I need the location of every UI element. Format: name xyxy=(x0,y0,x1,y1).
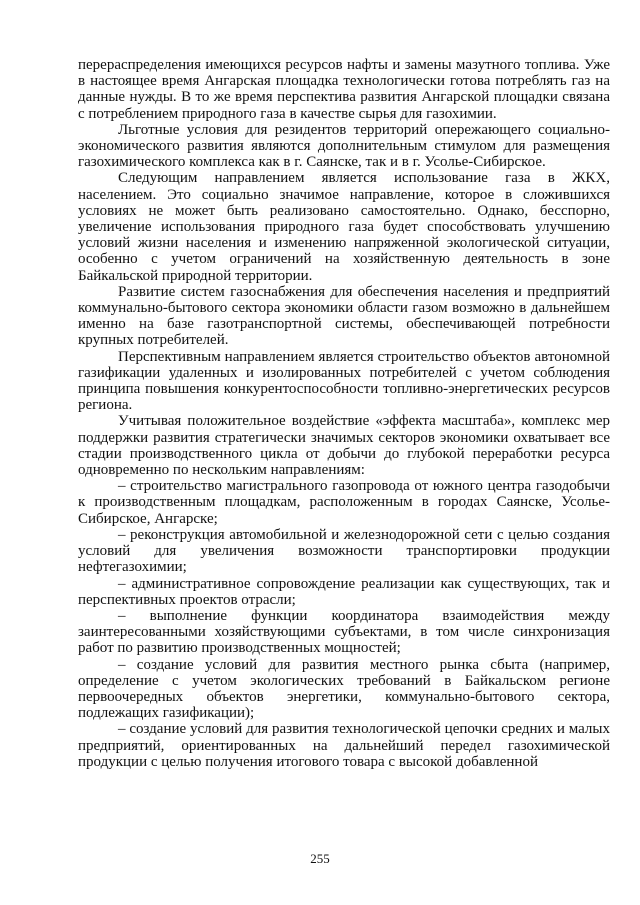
body-text xyxy=(78,57,610,770)
page-number: 255 xyxy=(310,851,330,866)
paragraph-4: Развитие систем газоснабжения для обеспечения населения и предприятий коммунально-бытового сектора экономики области газом возможно в дальнейшем именно на базе газотранспортной системы, обеспечивающей потребности крупных потребителей. xyxy=(78,283,610,349)
list-item-4: – выполнение функции координатора взаимодействия между заинтересованными хозяйствующими субъектами, в том числе синхронизация работ по развитию производственных мощностей; xyxy=(78,607,610,657)
paragraph-5: Перспективным направлением является строительство объектов автономной газификации удаленных и изолированных потребителей с учетом соблюдения принципа повышения конкурентоспособности топливно-энергетических ресурсов региона. xyxy=(78,348,610,414)
paragraph-6: Учитывая положительное воздействие «эффекта масштаба», комплекс мер поддержки развития стратегически значимых секторов экономики охватывает все стадии производственного цикла от добычи до глубокой переработки ресурса одновременно по нескольким направлениям: xyxy=(78,413,610,479)
paragraph-1: перераспределения имеющихся ресурсов нафты и замены мазутного топлива. Уже в настоящее время Ангарская площадка технологически готова потреблять газ на данные нужды. В то же время перспектива развития Ангарской площадки связана с потреблением природного газа в качестве сырья для газохимии. xyxy=(78,57,610,122)
list-item-6: – создание условий для развития технологической цепочки средних и малых предприятий, ориентированных на дальнейший передел газохимической продукции с целью получения итогового товара с высокой добавленной xyxy=(78,721,610,770)
list-item-1: – строительство магистрального газопровода от южного центра газодобычи к производственным площадкам, расположенным в городах Саянске, Усолье-Сибирское, Ангарске; xyxy=(78,478,610,527)
paragraph-2: Льготные условия для резидентов территорий опережающего социально-экономического развития являются дополнительным стимулом для размещения газохимического комплекса как в г. Саянске, так и в г. Усолье-Сибирское. xyxy=(78,121,610,171)
list-item-3: – административное сопровождение реализации как существующих, так и перспективных проектов отрасли; xyxy=(78,575,610,608)
paragraph-3: Следующим направлением является использование газа в ЖКХ, населением. Это социально значимое направление, которое в сложившихся условиях не может быть реализовано самостоятельно. Однако, бесспорно, увеличение использования природного газа будет способствовать улучшению условий жизни населения и изменению напряженной экологической ситуации, особенно с учетом ограничений на хозяйственную деятельность в зоне Байкальской природной территории. xyxy=(78,170,610,284)
list-item-5: – создание условий для развития местного рынка сбыта (например, определение с учетом экологических требований в Байкальском регионе первоочередных объектов энергетики, коммунально-бытового сектора, подлежащих газификации); xyxy=(78,656,610,722)
list-item-2: – реконструкция автомобильной и железнодорожной сети с целью создания условий для увеличения возможности транспортировки продукции нефтегазохимии; xyxy=(78,526,610,576)
